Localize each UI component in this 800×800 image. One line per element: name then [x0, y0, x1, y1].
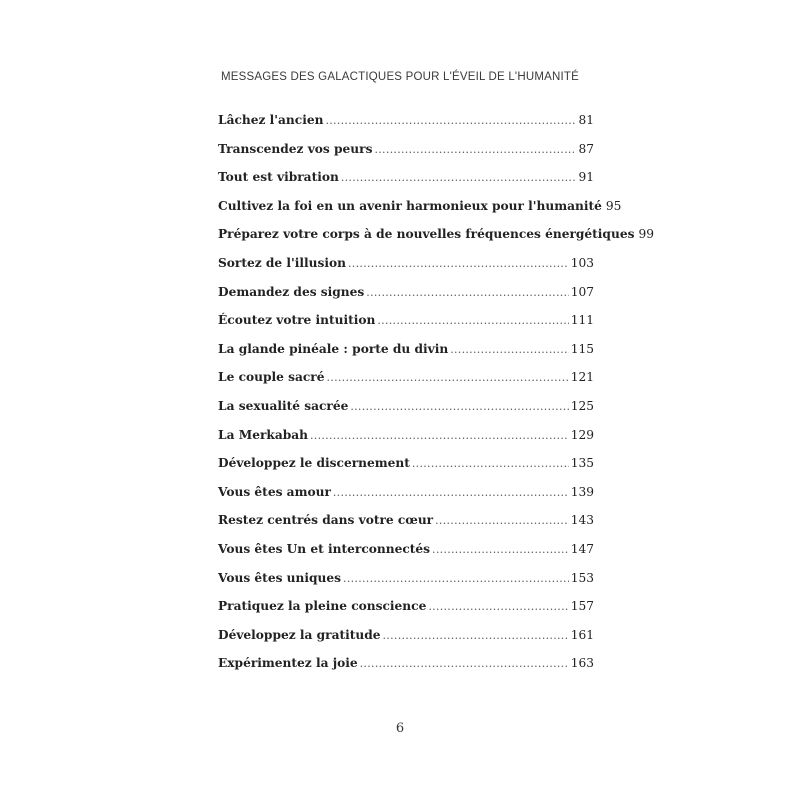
toc-entry-page: 115: [570, 341, 594, 356]
dot-leader: [383, 628, 569, 642]
toc-entry-page: 111: [570, 313, 594, 328]
toc-entry-page: 107: [570, 284, 594, 299]
toc-entry-title: Demandez des signes: [218, 284, 365, 299]
toc-entry-page: 153: [570, 570, 594, 585]
toc-entry-page: 91: [578, 170, 594, 185]
toc-entry: [218, 142, 594, 171]
toc-entry: [218, 113, 594, 142]
toc-entry-title: Sortez de l'illusion: [218, 255, 347, 270]
dot-leader: [450, 342, 569, 356]
toc-entry-title: Restez centrés dans votre cœur: [218, 513, 434, 528]
dot-leader: [326, 370, 568, 384]
running-header: MESSAGES DES GALACTIQUES POUR L'ÉVEIL DE L'HUMANITÉ: [221, 71, 579, 83]
toc-entry: [218, 456, 594, 485]
toc-entry: [218, 485, 594, 514]
dot-leader: [343, 571, 569, 585]
toc-entry-page: 157: [570, 599, 594, 614]
toc-entry: [218, 656, 594, 685]
toc-entry-page: 139: [570, 484, 594, 499]
toc-entry-title: Développez la gratitude: [218, 627, 381, 642]
dot-leader: [377, 313, 568, 327]
toc-entry-title: Le couple sacré: [218, 370, 325, 385]
toc-entry-title: Tout est vibration: [218, 170, 339, 185]
toc-entry-page: 121: [570, 370, 594, 385]
toc-entry: [218, 313, 594, 342]
dot-leader: [412, 456, 569, 470]
dot-leader: [366, 285, 568, 299]
toc-entry-page: 99: [638, 227, 654, 242]
toc-entry-title: Expérimentez la joie: [218, 656, 358, 671]
toc-entry-title: Transcendez vos peurs: [218, 141, 373, 156]
toc-entry-title: Vous êtes amour: [218, 484, 331, 499]
toc-entry-title: Cultivez la foi en un avenir harmonieux pour l'humanité: [218, 198, 602, 213]
toc-entry: [218, 198, 622, 228]
toc-entry: [218, 571, 594, 600]
toc-entry-title: Pratiquez la pleine conscience: [218, 599, 427, 614]
toc-entry-page: 87: [578, 141, 594, 156]
dot-leader: [325, 113, 576, 127]
table-of-contents: [218, 113, 654, 685]
toc-entry-page: 103: [570, 255, 594, 270]
toc-entry-title: La glande pinéale : porte du divin: [218, 341, 449, 356]
toc-entry-title: Préparez votre corps à de nouvelles fréquences énergétiques: [218, 227, 635, 242]
dot-leader: [348, 256, 569, 270]
dot-leader: [310, 428, 569, 442]
toc-entry: [218, 342, 594, 371]
dot-leader: [428, 599, 568, 613]
dot-leader: [360, 656, 569, 670]
toc-entry: [218, 256, 594, 285]
dot-leader: [435, 513, 569, 527]
toc-entry-title: Développez le discernement: [218, 456, 410, 471]
toc-entry-page: 143: [570, 513, 594, 528]
toc-entry-page: 125: [570, 398, 594, 413]
toc-entry-title: La Merkabah: [218, 427, 308, 442]
toc-entry: [218, 227, 654, 256]
dot-leader: [341, 170, 577, 184]
toc-entry-page: 161: [570, 627, 594, 642]
dot-leader: [333, 485, 569, 499]
toc-entry: [218, 428, 594, 457]
toc-entry-title: Vous êtes Un et interconnectés: [218, 541, 431, 556]
toc-entry: [218, 628, 594, 657]
toc-entry-title: Écoutez votre intuition: [218, 313, 376, 328]
toc-entry: [218, 285, 594, 314]
toc-entry-page: 95: [605, 198, 622, 213]
toc-entry-title: Lâchez l'ancien: [218, 113, 324, 127]
toc-entry-title: Vous êtes uniques: [218, 570, 342, 585]
toc-entry: [218, 542, 594, 571]
toc-entry: [218, 170, 594, 199]
toc-entry: [218, 370, 594, 399]
dot-leader: [432, 542, 569, 556]
dot-leader: [374, 142, 576, 156]
toc-entry-page: 81: [578, 113, 594, 127]
toc-entry: [218, 399, 594, 428]
toc-entry-page: 147: [570, 541, 594, 556]
toc-entry-page: 129: [570, 427, 594, 442]
toc-entry: [218, 513, 594, 542]
toc-entry-title: La sexualité sacrée: [218, 398, 349, 413]
toc-entry: [218, 599, 594, 628]
toc-entry-page: 135: [570, 456, 594, 471]
toc-entry-page: 163: [570, 656, 594, 671]
page-number: 6: [395, 721, 405, 736]
dot-leader: [350, 399, 568, 413]
